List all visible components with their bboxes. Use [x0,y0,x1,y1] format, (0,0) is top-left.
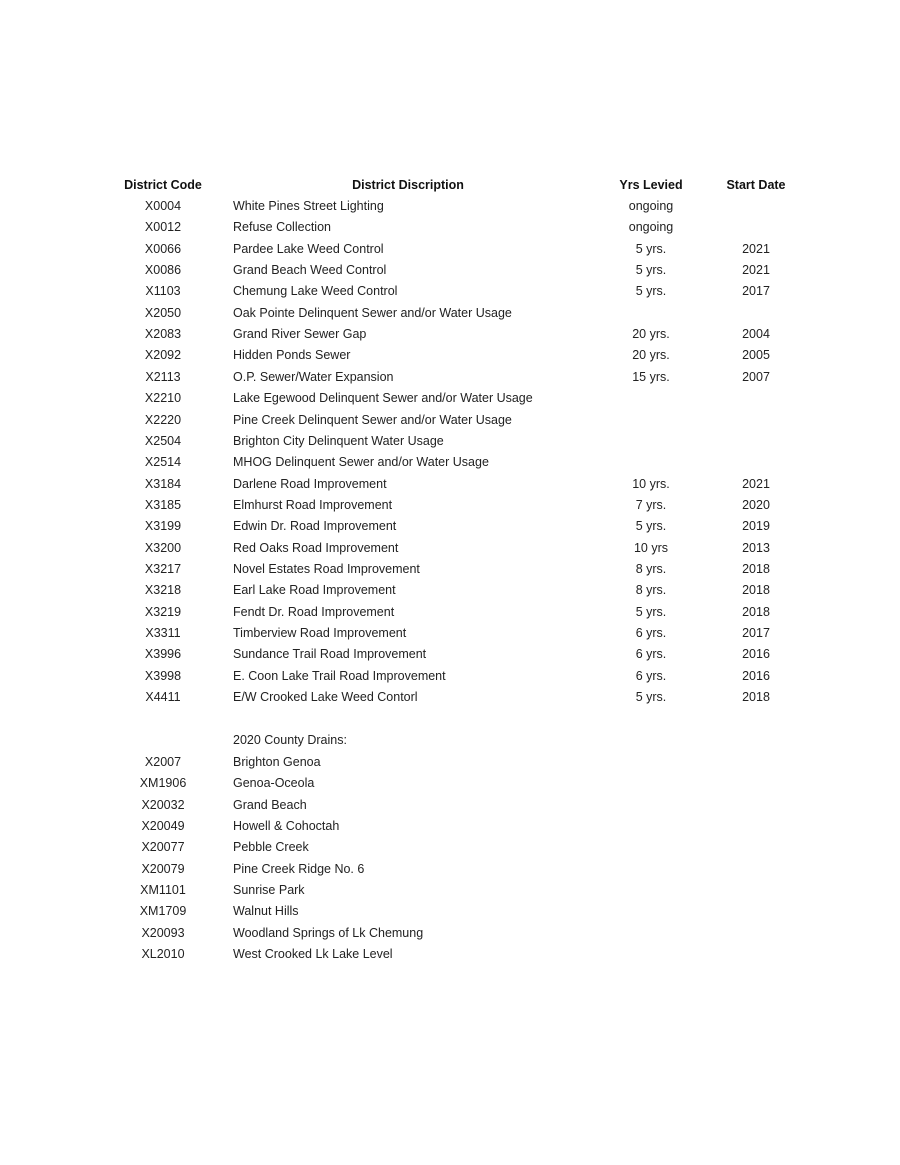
cell-code: X0012 [144,220,182,235]
table-row [0,367,900,388]
table-row [0,410,900,431]
cell-desc: Grand Beach [233,797,307,812]
cell-yrs: 5 yrs. [635,263,667,278]
cell-yrs: 5 yrs. [635,690,667,705]
table-row [0,795,900,816]
cell-code: X2050 [144,305,182,320]
cell-code: X2514 [144,455,182,470]
cell-yrs: 5 yrs. [635,241,667,256]
drains-title: 2020 County Drains: [233,733,347,747]
cell-code: X2220 [144,412,182,427]
cell-date: 2007 [742,369,770,384]
table-row [0,388,900,409]
cell-yrs: ongoing [628,199,674,213]
cell-desc: Walnut Hills [233,904,299,919]
cell-desc: Howell & Cohoctah [233,819,340,834]
table-row [0,196,900,217]
cell-date: 2018 [742,561,770,576]
cell-code: X3217 [144,561,182,576]
table-row [0,516,900,537]
table-row [0,880,900,901]
cell-date: 2019 [742,519,770,534]
cell-code: X3219 [144,604,182,619]
table-row [0,559,900,580]
cell-date: 2021 [742,241,770,256]
cell-desc: Sunrise Park [233,883,305,898]
cell-code: XM1101 [140,883,186,898]
cell-desc: Pebble Creek [233,840,309,855]
cell-desc: Brighton Genoa [233,755,321,769]
cell-yrs: 6 yrs. [635,626,667,640]
cell-desc: Pine Creek Ridge No. 6 [233,861,365,876]
table-row [0,452,900,473]
cell-code: X2007 [144,755,182,769]
cell-date: 2018 [742,690,770,705]
cell-code: XL2010 [141,947,185,962]
table-row [0,859,900,880]
cell-desc: Red Oaks Road Improvement [233,540,399,555]
cell-desc: Earl Lake Road Improvement [233,583,396,598]
table-row [0,281,900,302]
cell-desc: Grand Beach Weed Control [233,263,387,278]
cell-desc: Timberview Road Improvement [233,626,407,640]
cell-yrs: 20 yrs. [632,327,670,342]
cell-desc: Darlene Road Improvement [233,476,387,491]
cell-code: X3184 [144,476,182,491]
cell-code: X2210 [144,391,182,406]
cell-yrs: 8 yrs. [635,561,667,576]
cell-date: 2017 [742,284,770,299]
table-row [0,602,900,623]
cell-desc: MHOG Delinquent Sewer and/or Water Usage [233,455,489,470]
cell-desc: Hidden Ponds Sewer [233,348,351,363]
cell-date: 2018 [742,604,770,619]
table-row [0,239,900,260]
table-row [0,944,900,965]
cell-code: X20093 [141,925,185,940]
table-row [0,538,900,559]
cell-yrs: 15 yrs. [632,369,670,384]
cell-date: 2021 [742,476,770,491]
cell-yrs: ongoing [628,220,674,235]
table-row [0,303,900,324]
cell-desc: E/W Crooked Lake Weed Contorl [233,690,418,705]
cell-yrs: 5 yrs. [635,284,667,299]
cell-desc: Pardee Lake Weed Control [233,241,384,256]
table-row [0,217,900,238]
cell-desc: E. Coon Lake Trail Road Improvement [233,668,446,683]
table-row [0,495,900,516]
cell-date: 2018 [742,583,770,598]
table-row [0,752,900,773]
table-row [0,474,900,495]
cell-code: XM1906 [139,776,187,791]
cell-code: XM1709 [139,904,187,919]
cell-code: X3200 [144,540,182,555]
cell-desc: Woodland Springs of Lk Chemung [233,925,424,940]
cell-code: X3998 [144,668,182,683]
cell-desc: Novel Estates Road Improvement [233,561,420,576]
cell-code: X3311 [145,626,181,640]
table-row [0,345,900,366]
table-row [0,324,900,345]
cell-yrs: 7 yrs. [635,497,667,512]
cell-code: X20032 [141,797,185,812]
cell-yrs: 10 yrs. [632,476,670,491]
cell-yrs: 8 yrs. [635,583,667,598]
cell-desc: Pine Creek Delinquent Sewer and/or Water Usage [233,412,512,427]
cell-date: 2017 [742,626,770,640]
cell-desc: White Pines Street Lighting [233,199,384,213]
cell-yrs: 6 yrs. [635,647,667,662]
cell-code: X1103 [145,284,181,299]
cell-code: X20079 [141,861,185,876]
cell-code: X3218 [144,583,182,598]
cell-yrs: 5 yrs. [635,604,667,619]
cell-desc: Fendt Dr. Road Improvement [233,604,395,619]
cell-yrs: 5 yrs. [635,519,667,534]
cell-date: 2004 [742,327,770,342]
table-row [0,580,900,601]
cell-code: X3996 [144,647,182,662]
table-row [0,644,900,665]
cell-desc: Grand River Sewer Gap [233,327,367,342]
table-row [0,666,900,687]
cell-code: X2092 [144,348,182,363]
cell-code: X20077 [141,840,185,855]
cell-yrs: 6 yrs. [635,668,667,683]
cell-code: X0066 [144,241,182,256]
cell-desc: Refuse Collection [233,220,331,235]
cell-date: 2016 [742,647,770,662]
table-row [0,923,900,944]
cell-desc: Chemung Lake Weed Control [233,284,398,299]
table-row [0,901,900,922]
cell-code: X3199 [144,519,182,534]
cell-desc: West Crooked Lk Lake Level [233,947,393,962]
table-row [0,431,900,452]
table-row [0,687,900,708]
cell-code: X0086 [144,263,182,278]
header-yrs-levied: Yrs Levied [619,178,683,192]
cell-date: 2020 [742,497,770,512]
cell-desc: O.P. Sewer/Water Expansion [233,369,394,384]
cell-desc: Elmhurst Road Improvement [233,497,393,512]
cell-code: X4411 [145,690,181,705]
cell-yrs: 10 yrs [633,540,669,555]
cell-code: X2504 [144,433,182,448]
table-row [0,837,900,858]
table-header [0,175,900,196]
cell-code: X0004 [144,199,182,213]
cell-code: X3185 [144,497,182,512]
header-start-date: Start Date [726,178,786,192]
cell-desc: Genoa-Oceola [233,776,315,791]
cell-desc: Lake Egewood Delinquent Sewer and/or Water Usage [233,391,533,406]
cell-desc: Brighton City Delinquent Water Usage [233,433,444,448]
drains-title-row [0,730,900,751]
cell-desc: Oak Pointe Delinquent Sewer and/or Water Usage [233,305,512,320]
cell-date: 2016 [742,668,770,683]
cell-date: 2005 [742,348,770,363]
cell-code: X2083 [144,327,182,342]
header-district-code: District Code [124,178,202,192]
header-district-description: District Discription [352,178,464,192]
table-row [0,623,900,644]
cell-date: 2013 [742,540,770,555]
cell-date: 2021 [742,263,770,278]
cell-code: X20049 [141,819,185,834]
table-row [0,773,900,794]
cell-yrs: 20 yrs. [632,348,670,363]
table-row [0,816,900,837]
table-row [0,260,900,281]
cell-desc: Sundance Trail Road Improvement [233,647,427,662]
cell-code: X2113 [145,369,181,384]
cell-desc: Edwin Dr. Road Improvement [233,519,397,534]
